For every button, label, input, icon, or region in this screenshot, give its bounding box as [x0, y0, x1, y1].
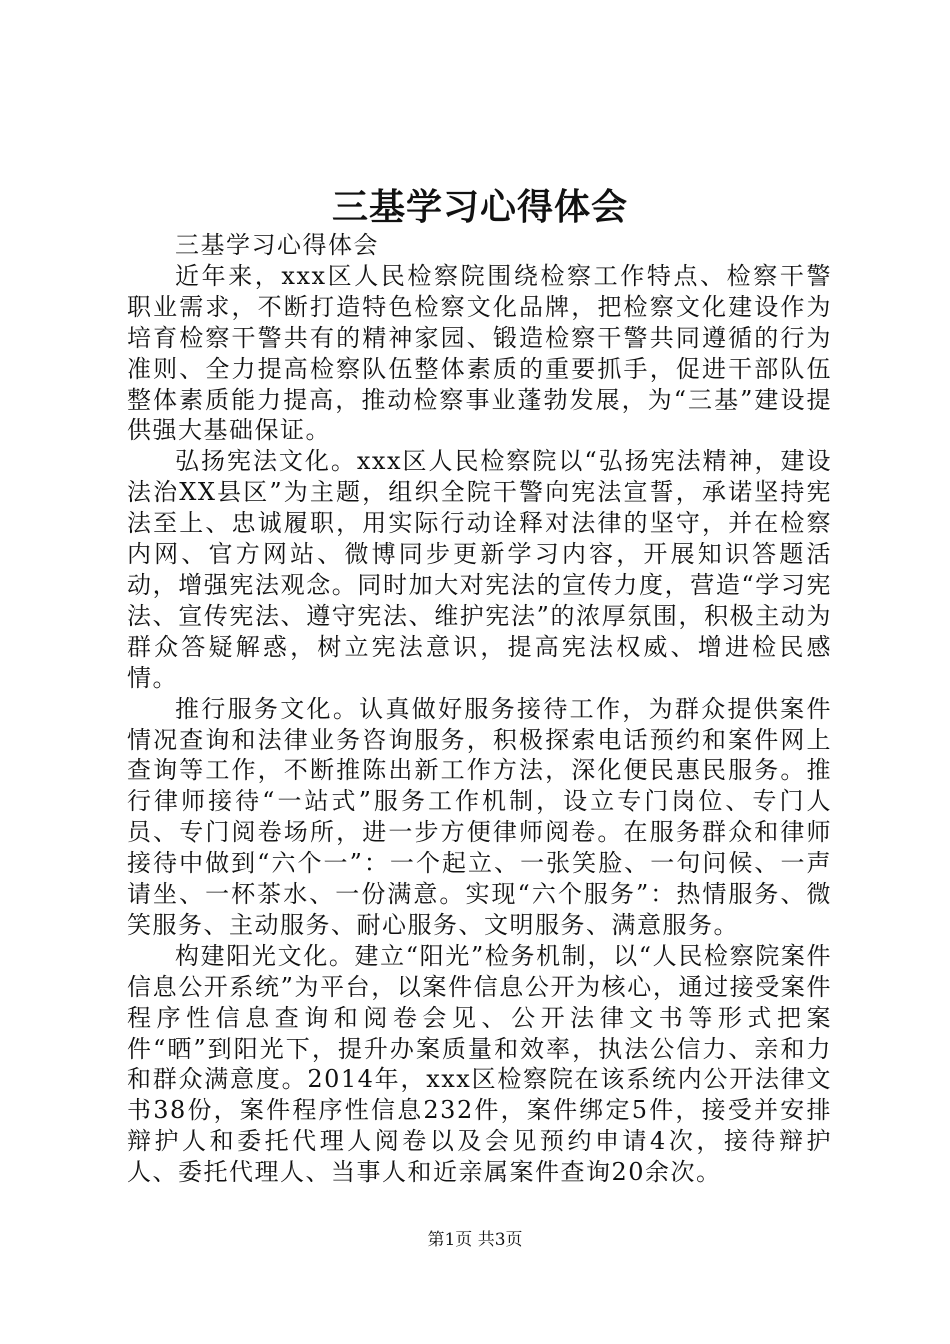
paragraph-sunshine-culture: 构建阳光文化。建立“阳光”检务机制，以“人民检察院案件信息公开系统”为平台，以案件信息公开为核心，通过接受案件程序性信息查询和阅卷会见、公开法律文书等形式把案件“晒”到阳光下，提升办案质量和效率，执法公信力、亲和力和群众满意度。2014年，xxx区检察院在该系统内公开法律文书38份，案件程序性信息232件，案件绑定5件，接受并安排辩护人和委托代理人阅卷以及会见预约申请4次，接待辩护人、委托代理人、当事人和近亲属案件查询20余次。: [127, 941, 832, 1187]
paragraph-subtitle: 三基学习心得体会: [175, 231, 379, 259]
paragraph-constitution-culture: 弘扬宪法文化。xxx区人民检察院以“弘扬宪法精神，建设法治XX县区”为主题，组织全院干警向宪法宣誓，承诺坚持宪法至上、忠诚履职，用实际行动诠释对法律的坚守，并在检察内网、官方网站、微博同步更新学习内容，开展知识答题活动，增强宪法观念。同时加大对宪法的宣传力度，营造“学习宪法、宣传宪法、遵守宪法、维护宪法”的浓厚氛围，积极主动为群众答疑解惑，树立宪法意识，提高宪法权威、增进检民感情。: [127, 447, 832, 692]
paragraph-intro: 近年来，xxx区人民检察院围绕检察工作特点、检察干警职业需求，不断打造特色检察文化品牌，把检察文化建设作为培育检察干警共有的精神家园、锻造检察干警共同遵循的行为准则、全力提高检察队伍整体素质的重要抓手，促进干部队伍整体素质能力提高，推动检察事业蓬勃发展，为“三基”建设提供强大基础保证。: [127, 261, 832, 445]
document-body: [127, 230, 832, 1188]
document-title: 三基学习心得体会: [331, 186, 628, 228]
paragraph-service-culture: 推行服务文化。认真做好服务接待工作，为群众提供案件情况查询和法律业务咨询服务，积极探索电话预约和案件网上查询等工作，不断推陈出新工作方法，深化便民惠民服务。推行律师接待“一站式”服务工作机制，设立专门岗位、专门人员、专门阅卷场所，进一步方便律师阅卷。在服务群众和律师接待中做到“六个一”：一个起立、一张笑脸、一句问候、一声请坐、一杯茶水、一份满意。实现“六个服务”：热情服务、微笑服务、主动服务、耐心服务、文明服务、满意服务。: [127, 694, 832, 939]
page-footer: 第1页 共3页: [427, 1230, 523, 1250]
